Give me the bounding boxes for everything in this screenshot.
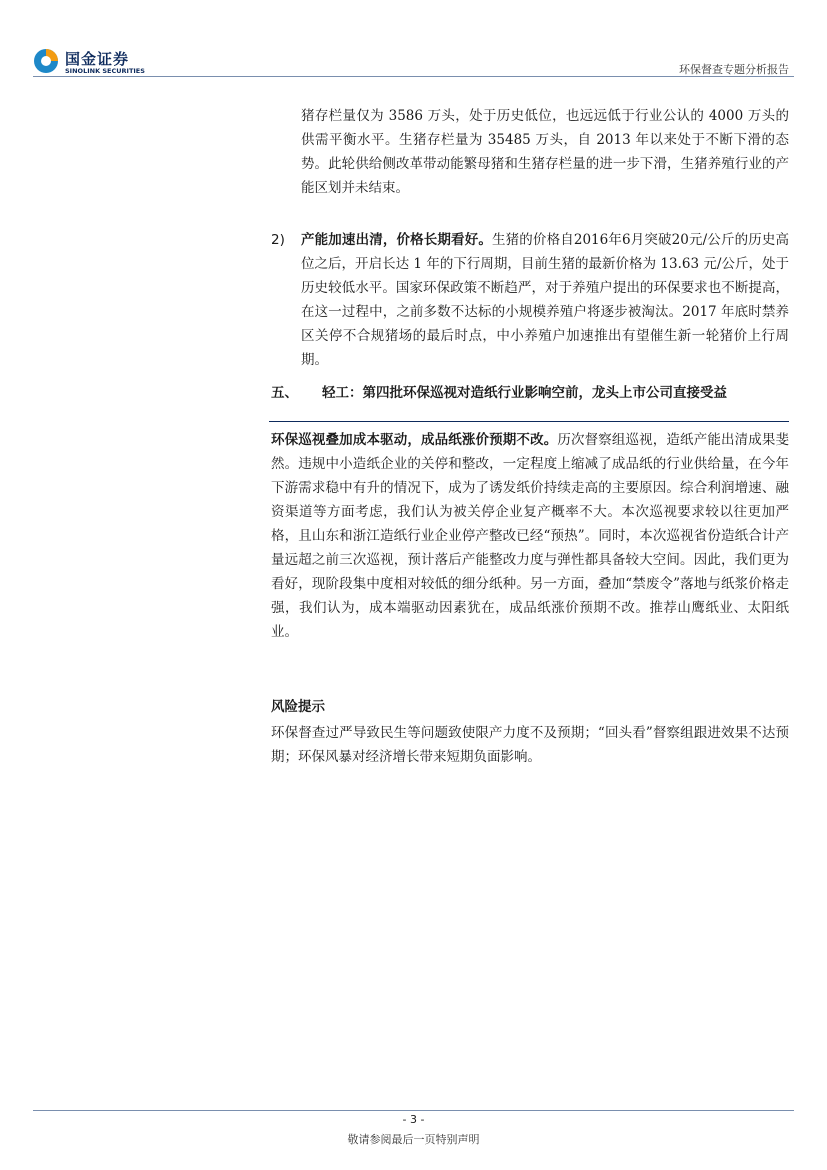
page-number: - 3 - <box>402 1113 425 1126</box>
logo-mark-icon <box>33 48 59 74</box>
section-title: 轻工：第四批环保巡视对造纸行业影响空前，龙头上市公司直接受益 <box>322 385 727 401</box>
section-number: 五、 <box>271 385 298 401</box>
footer-divider <box>33 1110 794 1111</box>
logo-chinese-name: 国金证券 <box>65 50 130 68</box>
disclaimer-note: 敬请参阅最后一页特别声明 <box>347 1133 480 1146</box>
report-title: 环保督查专题分析报告 <box>679 63 789 76</box>
page-header <box>0 0 827 80</box>
paragraph-text: 历次督察组巡视，造纸产能出清成果斐然。违规中小造纸企业的关停和整改，一定程度上缩减了成品纸的行业供给量，在今年下游需求稳中有升的情况下，成为了诱发纸价持续走高的主要原因。综合利润增速、融资渠道等方面考虑，我们认为被关停企业复产概率不大。本次巡视要求较以往更加严格，且山东和浙江造纸行业企业停产整改已经“预热”。同时，本次巡视省份造纸合计产量远超之前三次巡视，预计落后产能整改力度与弹性都具备较大空间。因此，我们更为看好，现阶段集中度相对较低的细分纸种。另一方面，叠加“禁废令”落地与纸浆价格走强，我们认为，成本端驱动因素犹在，成品纸涨价预期不改。推荐山鹰纸业、太阳纸业。 <box>271 432 790 640</box>
paragraph-pig-inventory: 猪存栏量仅为 3586 万头，处于历史低位，也远远低于行业公认的 4000 万头的供需平衡水平。生猪存栏量为 35485 万头，自 2013 年以来处于不断下滑的态势。此轮供给侧改革带动能繁母猪和生猪存栏量的进一步下滑，生猪养殖行业的产能区划并未结束。 <box>301 108 789 196</box>
risk-heading: 风险提示 <box>271 699 325 715</box>
paragraph-lead-bold: 环保巡视叠加成本驱动，成品纸涨价预期不改。 <box>271 432 558 448</box>
logo-english-name: SINOLINK SECURITIES <box>65 67 145 75</box>
paragraph-lead-bold: 产能加速出清，价格长期看好。 <box>301 232 492 248</box>
risk-paragraph: 环保督查过严导致民生等问题致使限产力度不及预期；“回头看”督察组跟进效果不达预期；环保风暴对经济增长带来短期负面影响。 <box>271 725 789 765</box>
list-item-number: 2) <box>271 232 285 248</box>
section-divider <box>269 421 789 422</box>
paragraph-light-industry <box>271 428 789 644</box>
paragraph-capacity <box>301 228 789 372</box>
header-divider <box>33 76 794 77</box>
paragraph-text: 生猪的价格自2016年6月突破20元/公斤的历史高位之后，开启长达 1 年的下行周期，目前生猪的最新价格为 13.63 元/公斤，处于历史较低水平。国家环保政策不断趋严，对于养殖户提出的环保要求也不断提高，在这一过程中，之前多数不达标的小规模养殖户将逐步被淘汰。2017 年底时禁养区关停不合规猪场的最后时点，中小养殖户加速推出有望催生新一轮猪价上行周期。 <box>301 232 790 368</box>
company-logo <box>33 48 153 78</box>
